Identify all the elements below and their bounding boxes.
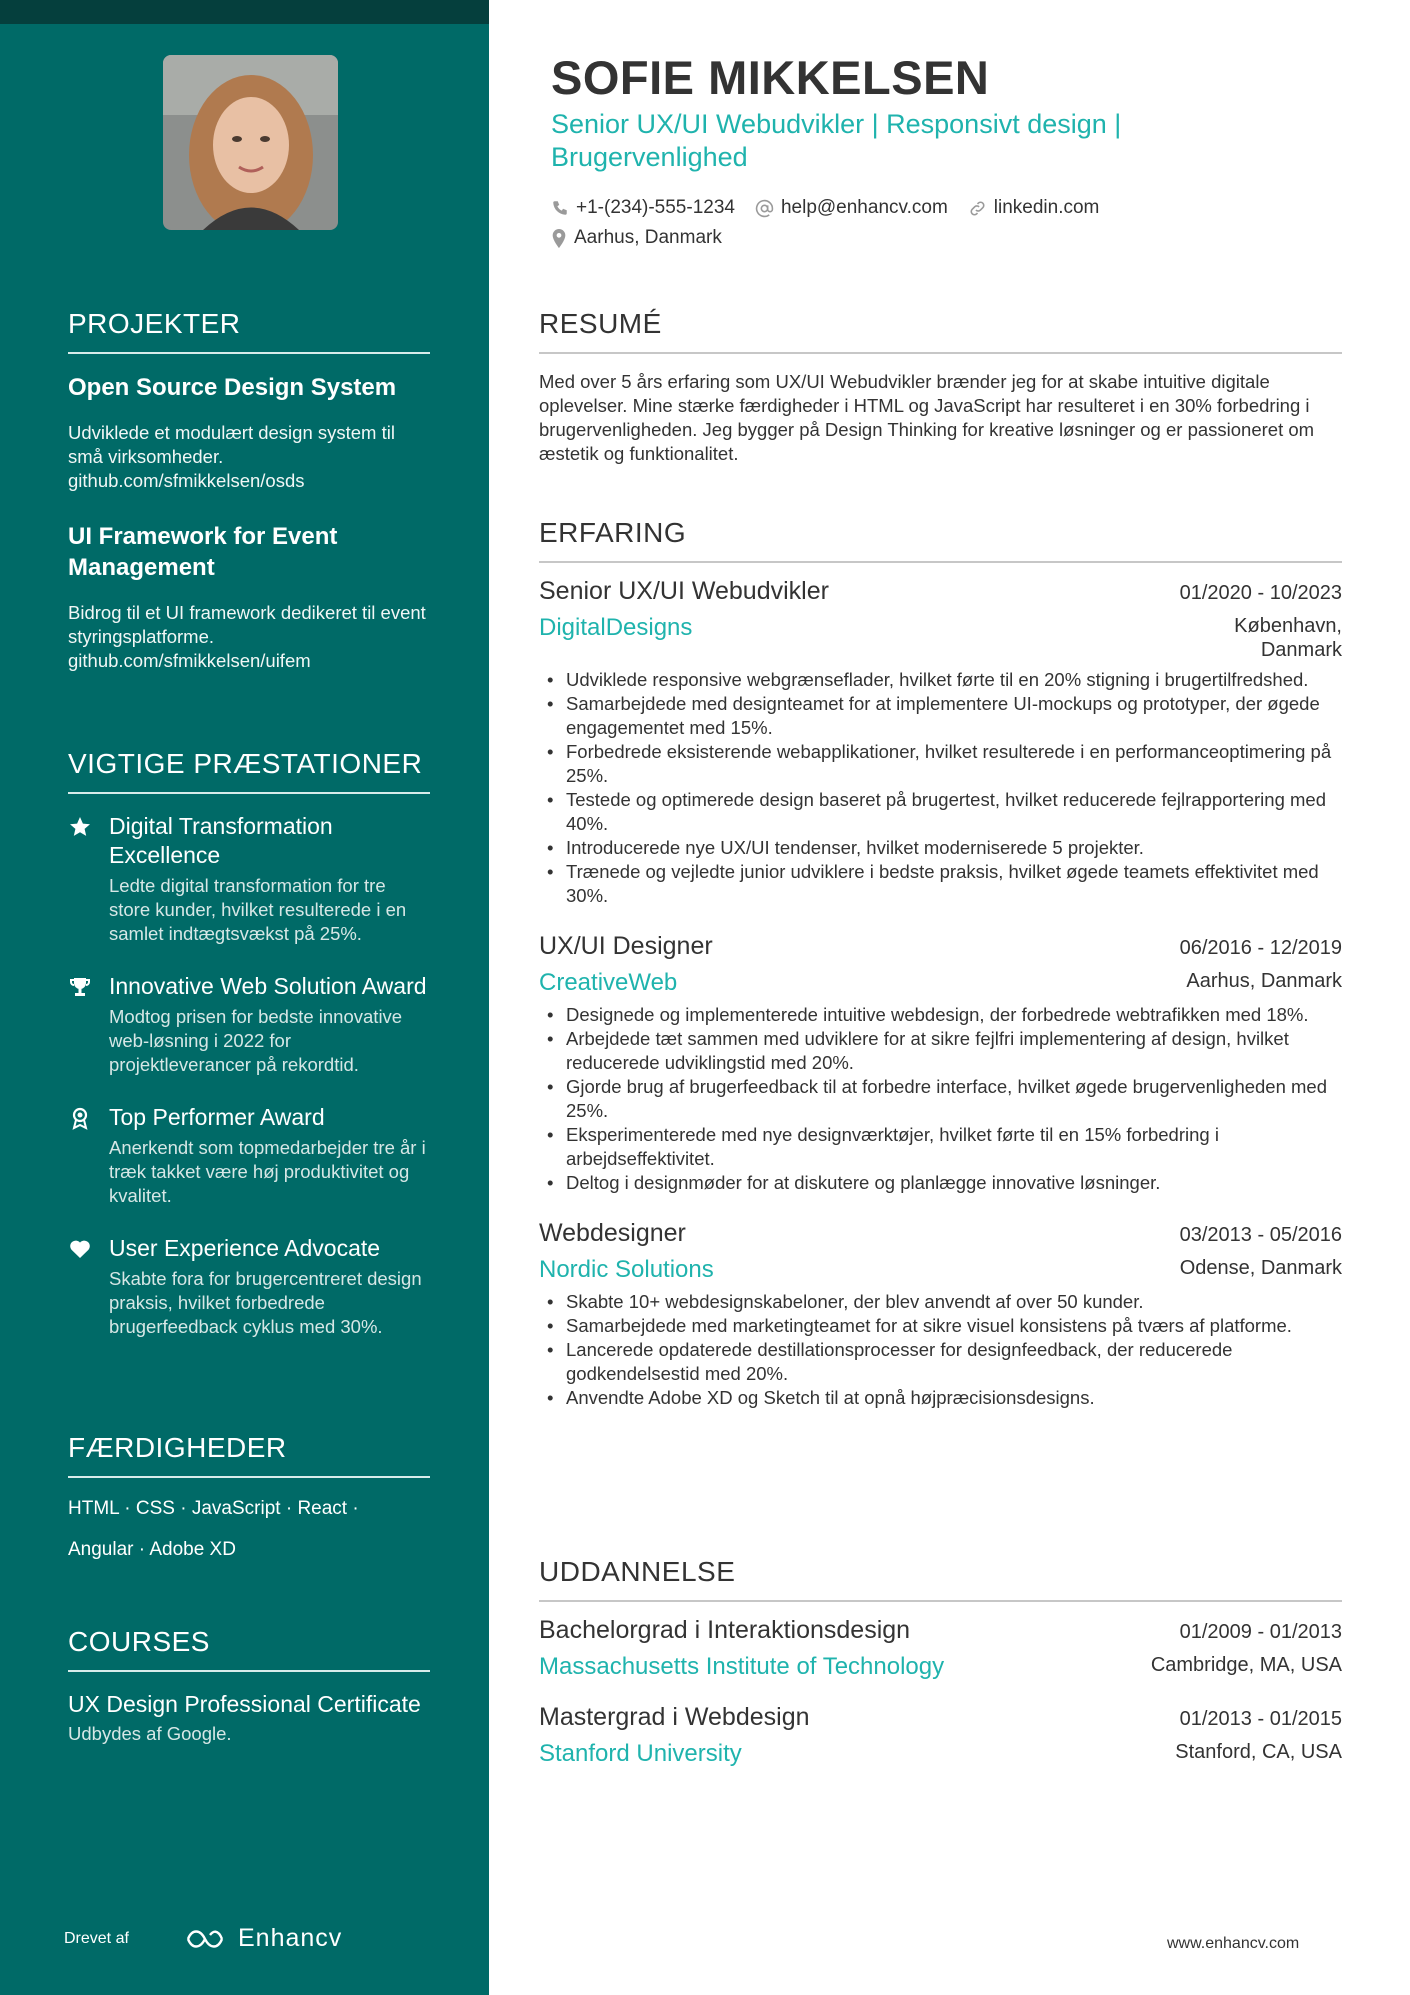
course-title: UX Design Professional Certificate	[68, 1691, 421, 1717]
job-location	[1234, 614, 1342, 662]
job-location-line-2: Danmark	[1260, 639, 1342, 661]
star-icon	[68, 815, 92, 839]
education-dates: 01/2009 - 01/2013	[1179, 1621, 1342, 1643]
job-bullet: • Samarbejdede med designteamet for at implementere UI-mockups og prototyper, der øgede engagementet med 15%.	[539, 692, 1342, 740]
summary-section	[539, 308, 1342, 466]
location-text: Aarhus, Danmark	[574, 227, 722, 248]
job-bullets	[539, 1290, 1342, 1410]
education-heading: UDDANNELSE	[539, 1556, 1342, 1602]
footer-url[interactable]: www.enhancv.com	[1167, 1935, 1300, 1952]
contact-phone[interactable]	[551, 197, 735, 219]
school-location: Stanford, CA, USA	[1175, 1741, 1342, 1763]
project-desc-text: Udviklede et modulært design system til små virksomheder.	[68, 422, 395, 467]
summary-text: Med over 5 års erfaring som UX/UI Webudvikler brænder jeg for at skabe intuitive digitale oplevelser. Mine stærke færdigheder i HTML og JavaScript har resulteret i en 30% forbedring i brugervenligheden. Jeg bygger på Design Thinking for kreative løsninger og er passioneret om æstetik og funktionalitet.	[539, 371, 1315, 464]
job-bullet: • Gjorde brug af brugerfeedback til at forbedre interface, hvilket øgede brugervenligheden med 25%.	[539, 1075, 1342, 1123]
skills-line-2: Angular · Adobe XD	[68, 1539, 236, 1560]
achievement-item	[68, 812, 430, 946]
job-company: Nordic Solutions	[539, 1256, 714, 1283]
job-entry	[539, 932, 1342, 1195]
experience-section	[539, 517, 1342, 1410]
job-bullet: • Eksperimenterede med nye designværktøjer, hvilket førte til en 15% forbedring i arbejdseffektivitet.	[539, 1123, 1342, 1171]
job-title: Senior UX/UI Webudvikler	[539, 577, 829, 605]
link-icon	[968, 199, 987, 218]
sidebar-top-bar	[0, 0, 489, 24]
main-content	[489, 0, 1410, 1995]
job-location: Odense, Danmark	[1179, 1257, 1342, 1279]
project-title: UI Framework for Event Management	[68, 523, 338, 581]
projects-heading: PROJEKTER	[68, 308, 430, 354]
job-bullet: • Skabte 10+ webdesignskabeloner, der blev anvendt af over 50 kunder.	[539, 1290, 1342, 1314]
enhancv-logo-icon	[184, 1927, 230, 1951]
location-pin-icon	[551, 229, 567, 248]
project-desc-text: Bidrog til et UI framework dedikeret til event styringsplatforme.	[68, 602, 426, 647]
courses-heading: COURSES	[68, 1626, 430, 1672]
powered-by-label: Drevet af	[64, 1930, 129, 1947]
linkedin-text: linkedin.com	[993, 197, 1100, 218]
trophy-icon	[68, 975, 92, 999]
project-item	[68, 372, 430, 493]
job-bullet: • Arbejdede tæt sammen med udviklere for at sikre fejlfri implementering af design, hvilket reducerede udviklingstid med 20%.	[539, 1027, 1342, 1075]
education-dates: 01/2013 - 01/2015	[1179, 1708, 1342, 1730]
job-bullets	[539, 668, 1342, 908]
profile-photo	[163, 55, 338, 230]
sidebar	[0, 0, 489, 1995]
job-entry	[539, 1219, 1342, 1410]
heart-icon	[68, 1237, 92, 1261]
job-bullets	[539, 1003, 1342, 1195]
skills-list	[68, 1488, 430, 1570]
achievement-description: Ledte digital transformation for tre store kunder, hvilket resulterede i en samlet indtægtsvækst på 25%.	[109, 875, 407, 944]
achievement-title: Innovative Web Solution Award	[109, 973, 427, 999]
job-company: CreativeWeb	[539, 969, 678, 996]
school-name: Massachusetts Institute of Technology	[539, 1653, 945, 1680]
job-bullet: • Udviklede responsive webgrænseflader, hvilket førte til en 20% stigning i brugertilfredshed.	[539, 668, 1342, 692]
job-bullet: • Deltog i designmøder for at diskutere og planlægge innovative løsninger.	[539, 1171, 1342, 1195]
school-name: Stanford University	[539, 1740, 742, 1767]
achievement-item	[68, 1103, 430, 1208]
project-link[interactable]: github.com/sfmikkelsen/osds	[68, 470, 305, 491]
project-item	[68, 521, 430, 673]
medal-icon	[68, 1106, 92, 1130]
achievements-heading: VIGTIGE PRÆSTATIONER	[68, 748, 430, 794]
achievement-description: Skabte fora for brugercentreret design praksis, hvilket forbedrede brugerfeedback cyklus med 30%.	[109, 1268, 422, 1337]
achievement-description: Anerkendt som topmedarbejder tre år i træk takket være høj produktivitet og kvalitet.	[109, 1137, 426, 1206]
achievement-item	[68, 972, 430, 1077]
education-entry	[539, 1703, 1342, 1768]
job-location-line-1: København,	[1234, 615, 1342, 637]
project-title: Open Source Design System	[68, 374, 397, 401]
job-dates: 01/2020 - 10/2023	[1179, 582, 1342, 604]
job-bullet: • Lancerede opdaterede destillationsprocesser for designfeedback, der reducerede godkendelsestid med 20%.	[539, 1338, 1342, 1386]
job-bullet: • Anvendte Adobe XD og Sketch til at opnå højpræcisionsdesigns.	[539, 1386, 1342, 1410]
job-bullet: • Introducerede nye UX/UI tendenser, hvilket moderniserede 5 projekter.	[539, 836, 1342, 860]
phone-icon	[551, 199, 569, 217]
job-company: DigitalDesigns	[539, 614, 693, 641]
job-dates: 03/2013 - 05/2016	[1179, 1224, 1342, 1246]
projects-section	[68, 308, 430, 673]
job-bullet: • Samarbejdede med marketingteamet for at sikre visuel konsistens på tværs af platforme.	[539, 1314, 1342, 1338]
job-entry	[539, 577, 1342, 908]
contact-linkedin[interactable]	[968, 197, 1100, 219]
courses-section	[68, 1626, 430, 1746]
phone-text: +1-(234)-555-1234	[576, 197, 735, 218]
experience-heading: ERFARING	[539, 517, 1342, 563]
course-description: Udbydes af Google.	[68, 1723, 232, 1744]
achievement-item	[68, 1234, 430, 1339]
summary-heading: RESUMÉ	[539, 308, 1342, 354]
project-link[interactable]: github.com/sfmikkelsen/uifem	[68, 650, 311, 671]
contact-location	[551, 227, 722, 249]
achievement-title: Top Performer Award	[109, 1104, 325, 1130]
at-icon	[755, 199, 774, 218]
contact-info	[551, 193, 1311, 253]
achievements-section	[68, 748, 430, 1339]
candidate-headline: Senior UX/UI Webudvikler | Responsivt design | Brugervenlighed	[551, 109, 1122, 172]
email-text: help@enhancv.com	[780, 197, 948, 218]
candidate-name: SOFIE MIKKELSEN	[551, 51, 990, 104]
enhancv-logo-text: Enhancv	[238, 1924, 343, 1952]
project-description	[68, 421, 430, 493]
degree-title: Mastergrad i Webdesign	[539, 1703, 810, 1731]
job-title: Webdesigner	[539, 1219, 686, 1247]
project-description	[68, 601, 430, 673]
degree-title: Bachelorgrad i Interaktionsdesign	[539, 1616, 911, 1644]
achievement-title: User Experience Advocate	[109, 1235, 381, 1261]
achievement-description: Modtog prisen for bedste innovative web-løsning i 2022 for projektleverancer på rekordtid.	[109, 1006, 403, 1075]
school-location: Cambridge, MA, USA	[1150, 1654, 1342, 1676]
job-bullet: • Designede og implementerede intuitive webdesign, der forbedrede webtrafikken med 18%.	[539, 1003, 1342, 1027]
job-bullet: • Forbedrede eksisterende webapplikationer, hvilket resulterede i en performanceoptimering på 25%.	[539, 740, 1342, 788]
job-location: Aarhus, Danmark	[1186, 970, 1342, 992]
enhancv-logo[interactable]	[184, 1924, 342, 1953]
skills-section	[68, 1432, 430, 1570]
contact-email[interactable]	[755, 197, 948, 219]
achievement-title: Digital Transformation Excellence	[109, 813, 333, 868]
education-entry	[539, 1616, 1342, 1681]
skills-heading: FÆRDIGHEDER	[68, 1432, 430, 1478]
skills-line-1: HTML · CSS · JavaScript · React ·	[68, 1498, 359, 1519]
job-dates: 06/2016 - 12/2019	[1179, 937, 1342, 959]
job-bullet: • Trænede og vejledte junior udviklere i bedste praksis, hvilket øgede teamets effektivitet med 30%.	[539, 860, 1342, 908]
job-bullet: • Testede og optimerede design baseret på brugertest, hvilket reducerede fejlrapportering med 40%.	[539, 788, 1342, 836]
job-title: UX/UI Designer	[539, 932, 713, 960]
education-section	[539, 1556, 1342, 1768]
